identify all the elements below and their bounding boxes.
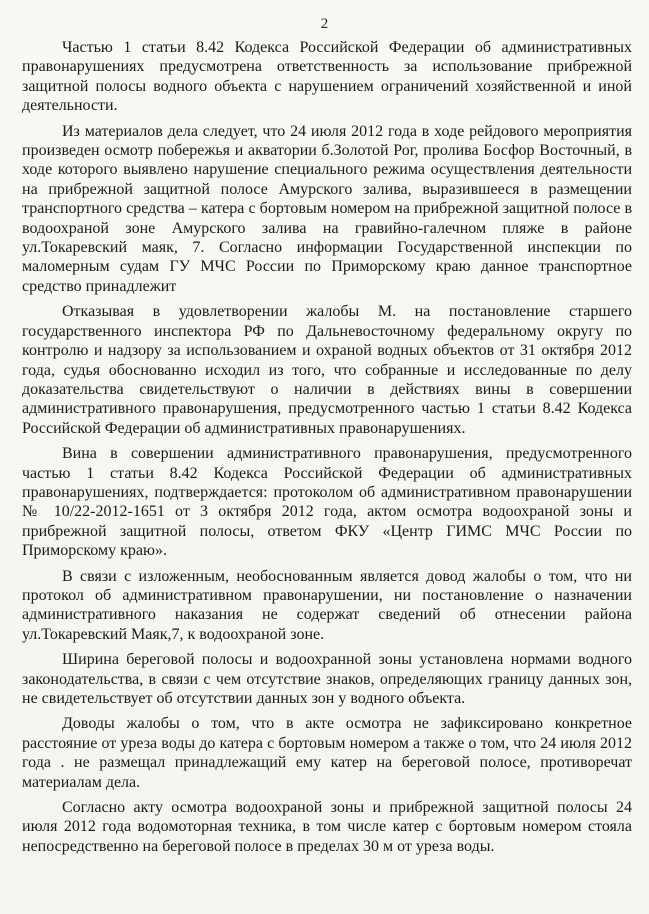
paragraph-complaint-arguments: Доводы жалобы о том, что в акте осмотра не зафиксировано конкретное расстояние от уреза воды до катера с бортовым номером а также о том, что 24 июля 2012 года . не размещал принадлежащий ему катер на береговой полосе, противоречат материалам дела.	[22, 715, 632, 791]
paragraph-inspection-act: Согласно акту осмотра водоохраной зоны и прибрежной защитной полосы 24 июля 2012 года водомоторная техника, в том числе катер с бортовым номером стояла непосредственно на береговой полосе в пределах 30 м от уреза воды.	[22, 799, 632, 855]
paragraph-zone-width: Ширина береговой полосы и водоохранной зоны установлена нормами водного законодательства, в связи с чем отсутствие знаков, определяющих границу данных зон, не свидетельствует об отсутствии данных зон у водного объекта.	[22, 651, 632, 707]
paragraph-guilt-evidence: Вина в совершении административного правонарушения, предусмотренного частью 1 статьи 8.42 Кодекса Российской Федерации об административных правонарушениях, подтверждается: протоколом об административном правонарушении № 10/22-2012-1651 от 3 октября 2012 года, актом осмотра водоохраной зоны и прибрежной защитной полосы, ответом ФКУ «Центр ГИМС МЧС России по Приморскому краю».	[22, 445, 632, 560]
paragraph-legal-basis: Частью 1 статьи 8.42 Кодекса Российской Федерации об административных правонарушениях предусмотрена ответственность за использование прибрежной защитной полосы водного объекта с нарушением ограничений хозяйственной и иной деятельности.	[22, 39, 632, 115]
page-number: 2	[320, 16, 329, 32]
paragraph-complaint-rejection: Отказывая в удовлетворении жалобы М. на постановление старшего государственного инспектора РФ по Дальневосточному федеральному округу по контролю и надзору за использованием и охраной водных объектов от 31 октября 2012 года, судья обоснованно исходил из того, что собранные и исследованные по делу доказательства свидетельствуют о наличии в действиях вины в совершении административного правонарушения, предусмотренного частью 1 статьи 8.42 Кодекса Российской Федерации об административных правонарушениях.	[22, 303, 632, 437]
paragraph-case-materials: Из материалов дела следует, что 24 июля 2012 года в ходе рейдового мероприятия произведен осмотр побережья и акватории б.Золотой Рог, пролива Босфор Восточный, в ходе которого выявлено нарушение специального режима осуществления деятельности на прибрежной защитной полосе Амурского залива, выразившееся в размещении транспортного средства – катера с бортовым номером на прибрежной защитной полосе в водоохраной зоне Амурского залива на гравийно-галечном пляже в районе ул.Токаревский маяк, 7. Согласно информации Государственной инспекции по маломерным судам ГУ МЧС России по Приморскому краю данное транспортное средство принадлежит	[22, 122, 632, 295]
document-body	[22, 38, 632, 859]
paragraph-unfounded-argument: В связи с изложенным, необоснованным является довод жалобы о том, что ни протокол об административном правонарушении, ни постановление о назначении административного наказания не содержат сведений об отнесении района ул.Токаревский Маяк,7, к водоохраной зоне.	[22, 567, 632, 643]
